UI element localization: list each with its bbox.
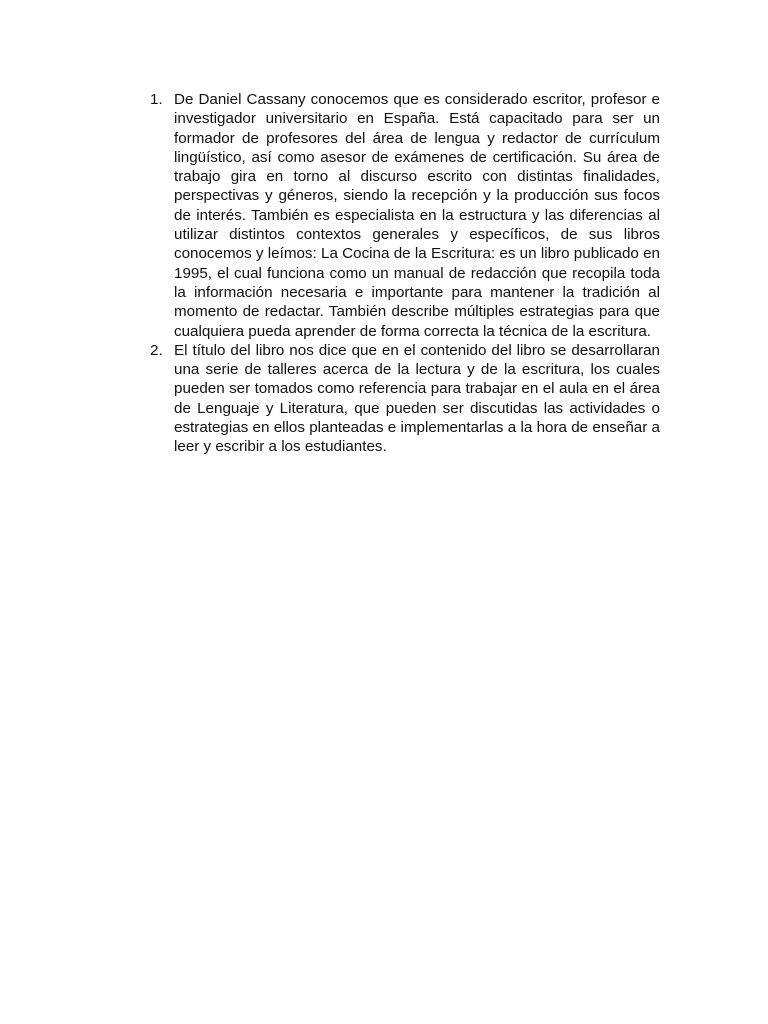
list-item (148, 90, 660, 341)
list-item-text: El título del libro nos dice que en el contenido del libro se desarrollaran una serie de talleres acerca de la lectura y de la escritura, los cuales pueden ser tomados como referencia para trabajar en el aula en el área de Lenguaje y Literatura, que pueden ser discutidas las actividades o estrategias en ellos planteadas e implementarlas a la hora de enseñar a leer y escribir a los estudiantes. (174, 341, 660, 456)
list-item-number: 2. (150, 341, 163, 359)
list-item (148, 341, 660, 457)
numbered-list (148, 90, 660, 457)
list-item-number: 1. (150, 91, 163, 108)
list-item-text: De Daniel Cassany conocemos que es considerado escritor, profesor e investigador universitario en España. Está capacitado para ser un formador de profesores del área de lengua y redactor de currículum lingüístico, así como asesor de exámenes de certificación. Su área de trabajo gira en torno al discurso escrito con distintas finalidades, perspectivas y géneros, siendo la recepción y la producción sus focos de interés. También es especialista en la estructura y las diferencias al utilizar distintos contextos generales y específicos, de sus libros conocemos y leímos: La Cocina de la Escritura: es un libro publicado en 1995, el cual funciona como un manual de redacción que recopila toda la información necesaria e importante para mantener la tradición al momento de redactar. También describe múltiples estrategias para que cualquiera pueda aprender de forma correcta la técnica de la escritura. (174, 91, 660, 340)
